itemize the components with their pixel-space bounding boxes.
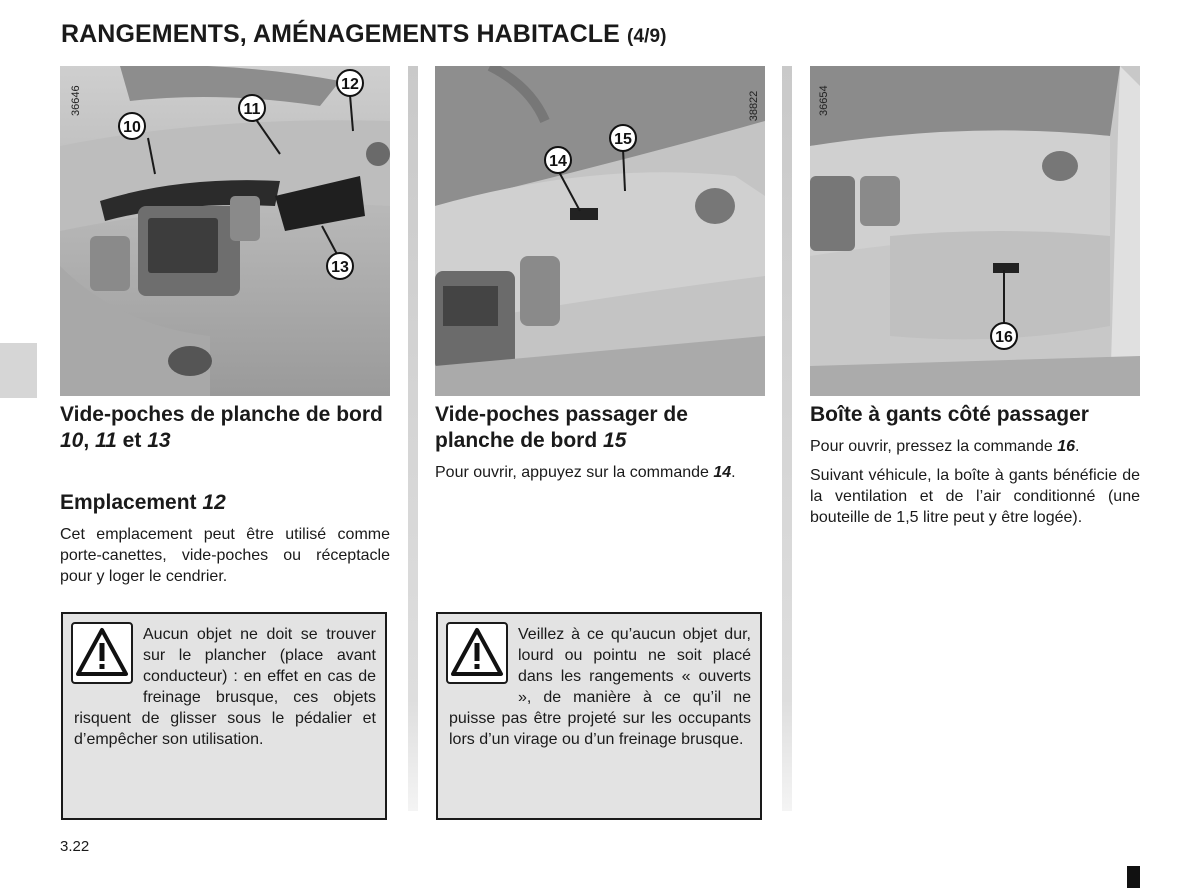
- figure-passenger-storage: [435, 66, 765, 396]
- section-heading: Boîte à gants côté passager: [810, 403, 1089, 426]
- warning-box: [61, 612, 387, 820]
- corner-mark: [1127, 866, 1140, 888]
- callout-11: 11: [243, 101, 261, 118]
- warning-box: [436, 612, 762, 820]
- callout-15: 15: [614, 131, 632, 148]
- callout-13: 13: [331, 259, 349, 276]
- column-1: [60, 402, 390, 587]
- column-2: [435, 402, 765, 483]
- body-text: Pour ouvrir, pressez la commande 16.: [810, 438, 1080, 455]
- subsection-heading: Emplacement 12: [60, 491, 226, 514]
- column-divider: [408, 66, 418, 811]
- callout-14: 14: [549, 153, 567, 170]
- column-divider: [782, 66, 792, 811]
- figure-glovebox: [810, 66, 1140, 396]
- chapter-tab: [0, 343, 37, 398]
- column-3: [810, 402, 1140, 528]
- callout-12: 12: [341, 76, 359, 93]
- page-number: 3.22: [60, 838, 90, 855]
- figure-id: 36646: [70, 85, 82, 116]
- figure-id: 38822: [748, 90, 760, 122]
- section-indicator: (4/9): [627, 26, 667, 47]
- section-heading: Vide-poches passager de planche de bord 15: [435, 403, 688, 452]
- warning-text: Aucun objet ne doit se trouver sur le plancher (place avant conducteur) : en effet en cas de freinage brusque, ces objets risquent de glisser sous le pédalier et d’empêcher son utilisation.: [74, 626, 376, 748]
- body-text: Pour ouvrir, appuyez sur la commande 14.: [435, 464, 736, 481]
- body-text: Cet emplacement peut être utilisé comme porte-canettes, vide-poches ou réceptacle pour y loger le cendrier.: [60, 526, 390, 585]
- body-text: Suivant véhicule, la boîte à gants bénéficie de la ventilation et de l’air conditionné (une bouteille de 1,5 litre peut y être logée).: [810, 467, 1140, 526]
- figure-dashboard-storage: [60, 66, 390, 396]
- callout-10: 10: [123, 119, 141, 136]
- callout-16: 16: [995, 329, 1013, 346]
- page-title: RANGEMENTS, AMÉNAGEMENTS HABITACLE (4/9): [61, 20, 667, 48]
- section-heading: Vide-poches de planche de bord 10, 11 et 13: [60, 403, 383, 452]
- warning-text: Veillez à ce qu’aucun objet dur, lourd ou pointu ne soit placé dans les rangements « ouverts », de manière à ce qu’il ne puisse pas être projeté sur les occupants lors d’un virage ou d’un freinage brusque.: [449, 626, 751, 748]
- figure-id: 36654: [818, 85, 830, 116]
